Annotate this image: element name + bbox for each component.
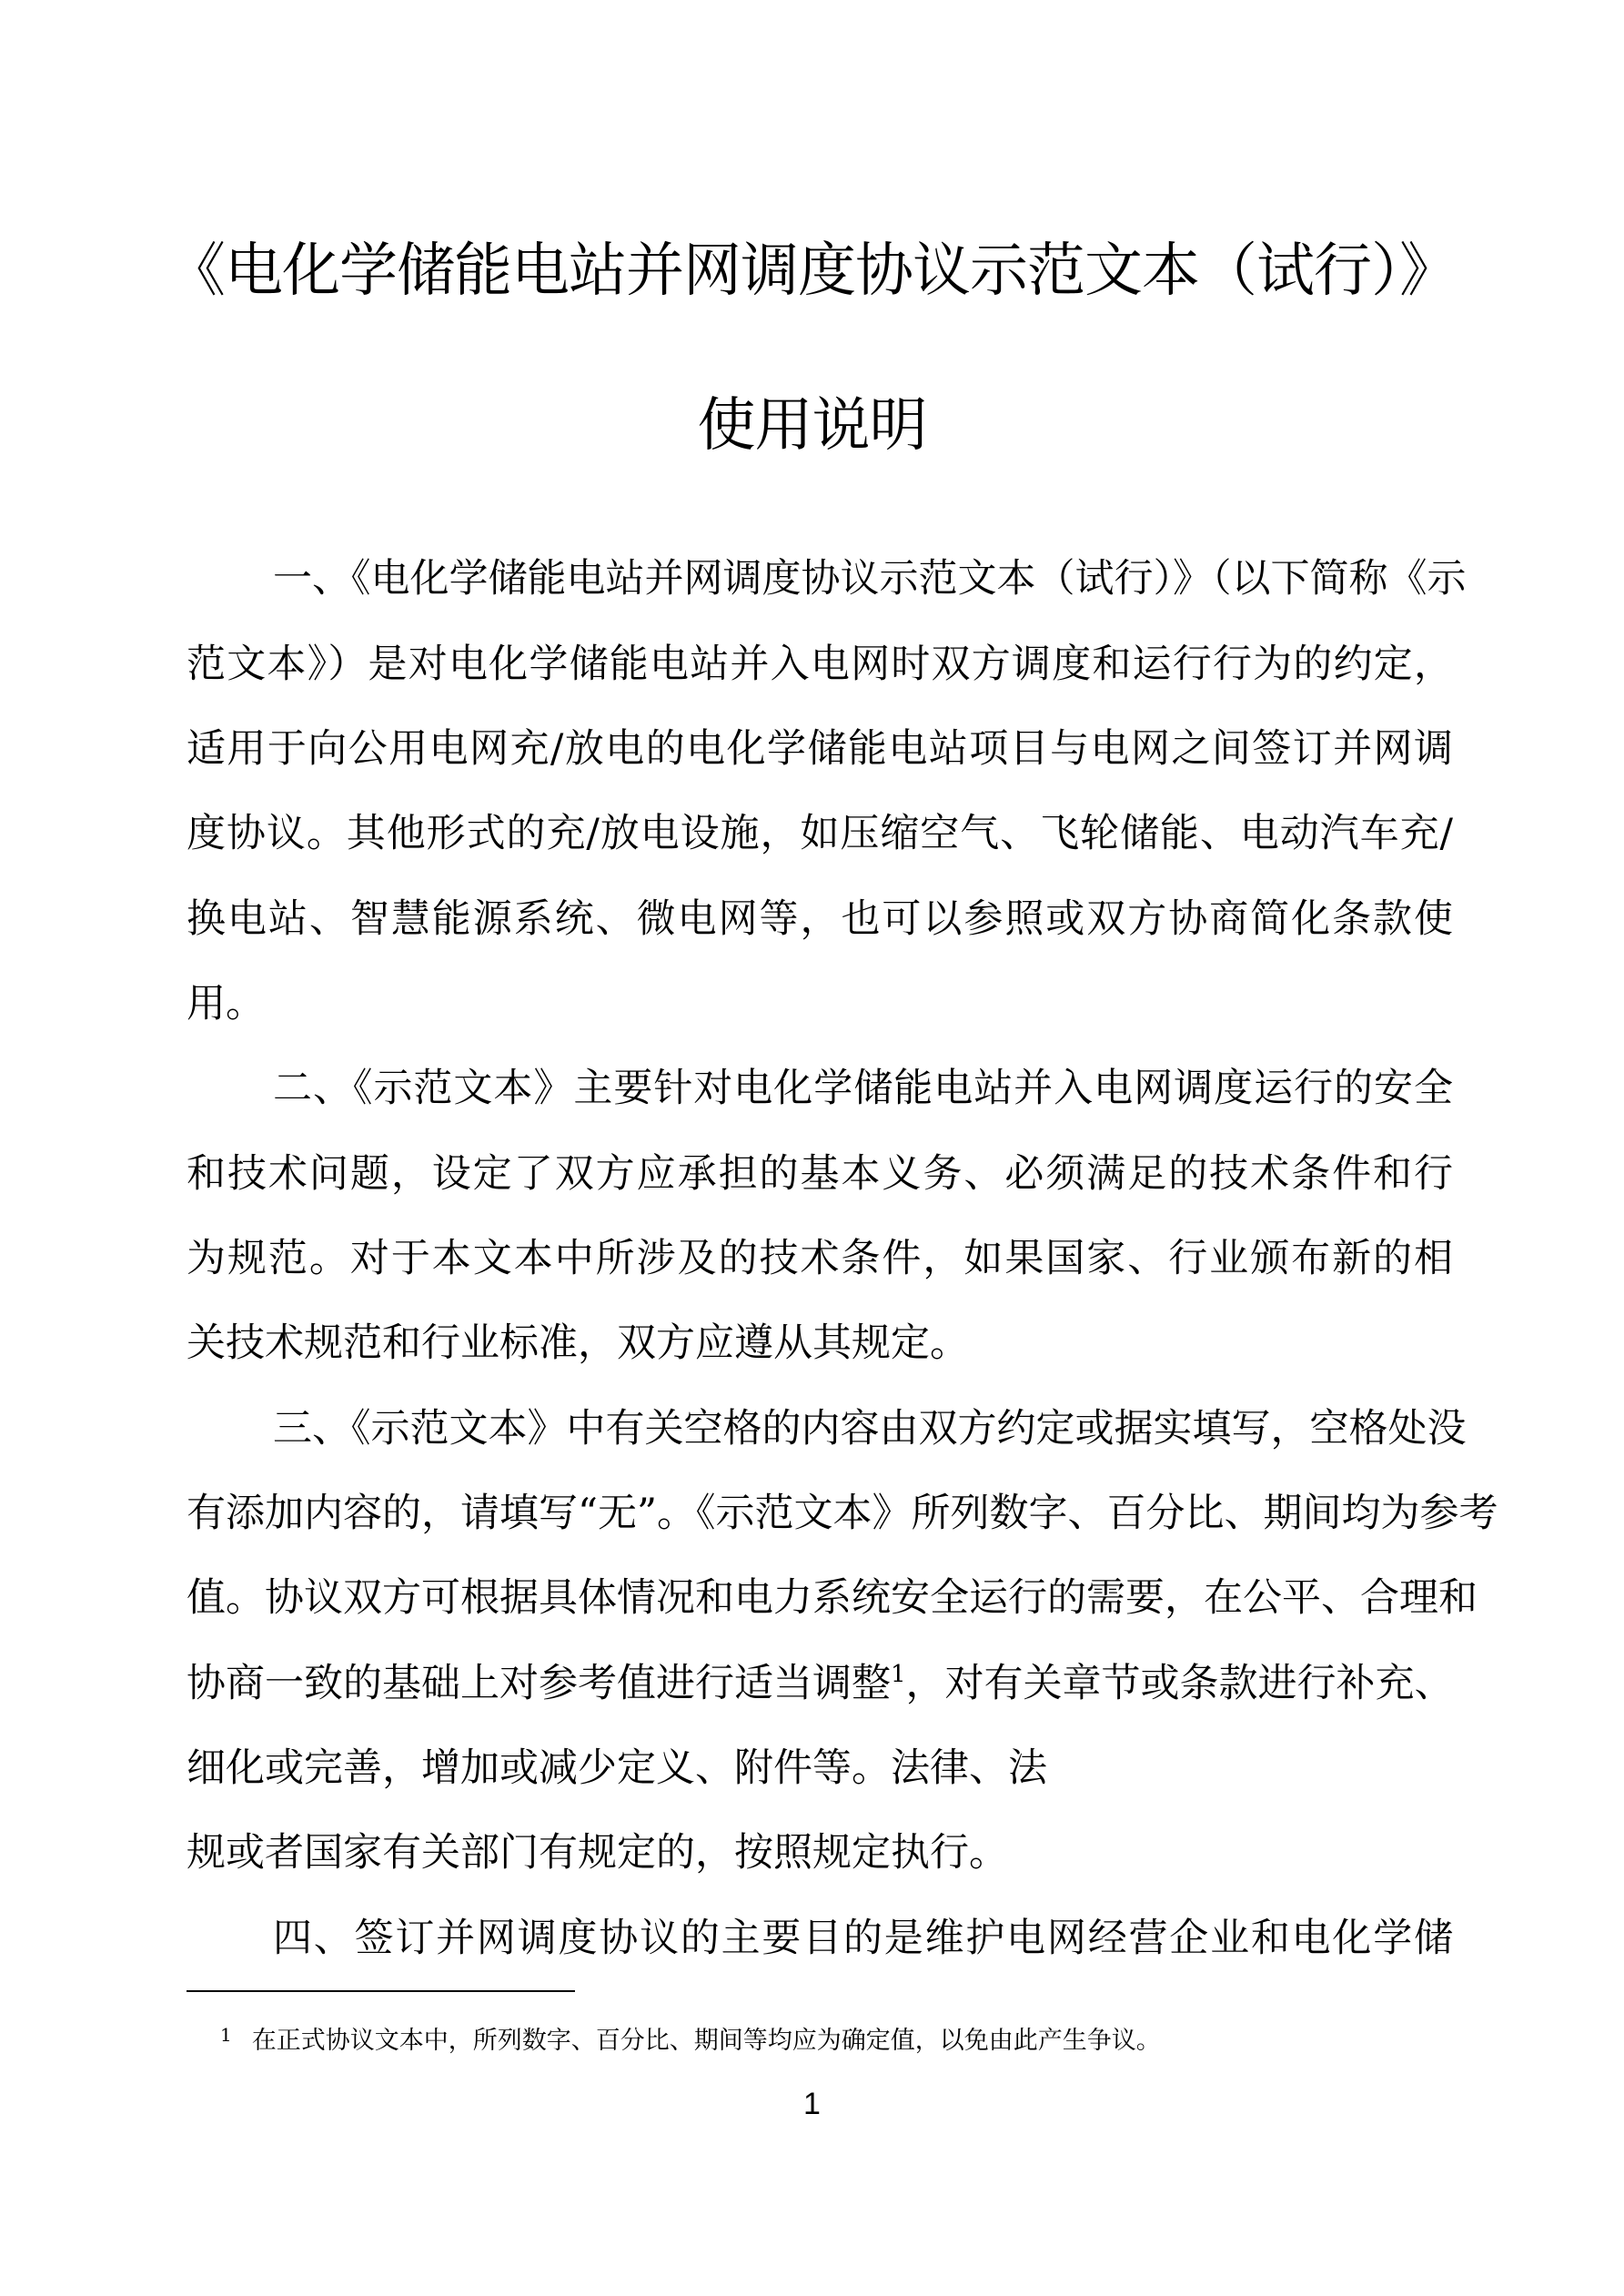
paragraph-4-line-1: 四、签订并网调度协议的主要目的是维护电网经营企业和电化学储	[273, 1916, 1453, 1961]
paragraph-1-line-3: 适用于向公用电网充/放电的电化学储能电站项目与电网之间签订并网调	[187, 726, 1453, 772]
paragraph-3-line-3: 值。协议双方可根据具体情况和电力系统安全运行的需要，在公平、合理和	[187, 1575, 1478, 1621]
footnote	[220, 2017, 1161, 2059]
paragraph-2-line-1: 二、《示范文本》主要针对电化学储能电站并入电网调度运行的安全	[273, 1066, 1453, 1111]
footnote-reference: 1	[891, 1661, 906, 1688]
paragraph-2-line-2: 和技术问题，设定了双方应承担的基本义务、必须满足的技术条件和行	[187, 1151, 1453, 1197]
paragraph-2-line-3: 为规范。对于本文本中所涉及的技术条件，如果国家、行业颁布新的相	[187, 1236, 1453, 1281]
page-number: 1	[803, 2087, 821, 2121]
paragraph-1-line-4: 度协议。其他形式的充/放电设施，如压缩空气、飞轮储能、电动汽车充/	[187, 811, 1453, 856]
paragraph-1-line-1: 一、《电化学储能电站并网调度协议示范文本（试行）》（以下简称《示	[273, 556, 1467, 602]
paragraph-3-line-1: 三、《示范文本》中有关空格的内容由双方约定或据实填写，空格处没	[273, 1406, 1467, 1451]
footnote-marker: 1	[220, 2024, 232, 2046]
paragraph-1-line-6: 用。	[187, 981, 265, 1027]
paragraph-1-line-5: 换电站、智慧能源系统、微电网等，也可以参照或双方协商简化条款使	[187, 896, 1453, 942]
footnote-text: 在正式协议文本中，所列数字、百分比、期间等均应为确定值，以免由此产生争议。	[251, 2027, 1161, 2055]
paragraph-1-line-2: 范文本》）是对电化学储能电站并入电网时双方调度和运行行为的约定，	[187, 642, 1453, 687]
paragraph-3-line-4-text-a: 协商一致的基础上对参考值进行适当调整	[187, 1661, 891, 1706]
paragraph-3-line-2: 有添加内容的，请填写“无”。《示范文本》所列数字、百分比、期间均为参考	[187, 1491, 1498, 1536]
paragraph-2-line-4: 关技术规范和行业标准，双方应遵从其规定。	[187, 1320, 969, 1366]
paragraph-3-line-6: 规或者国家有关部门有规定的，按照规定执行。	[187, 1830, 1008, 1876]
paragraph-3-line-5: 细化或完善，增加或减少定义、附件等。法律、法	[187, 1745, 1047, 1791]
paragraph-3-line-4-text-b: ，对有关章节或条款进行补充、	[905, 1661, 1454, 1706]
paragraph-3-line-4	[187, 1656, 1454, 1711]
document-title: 《电化学储能电站并网调度协议示范文本（试行）》	[167, 238, 1457, 305]
footnote-separator	[187, 1990, 575, 1992]
document-subtitle: 使用说明	[697, 392, 927, 460]
